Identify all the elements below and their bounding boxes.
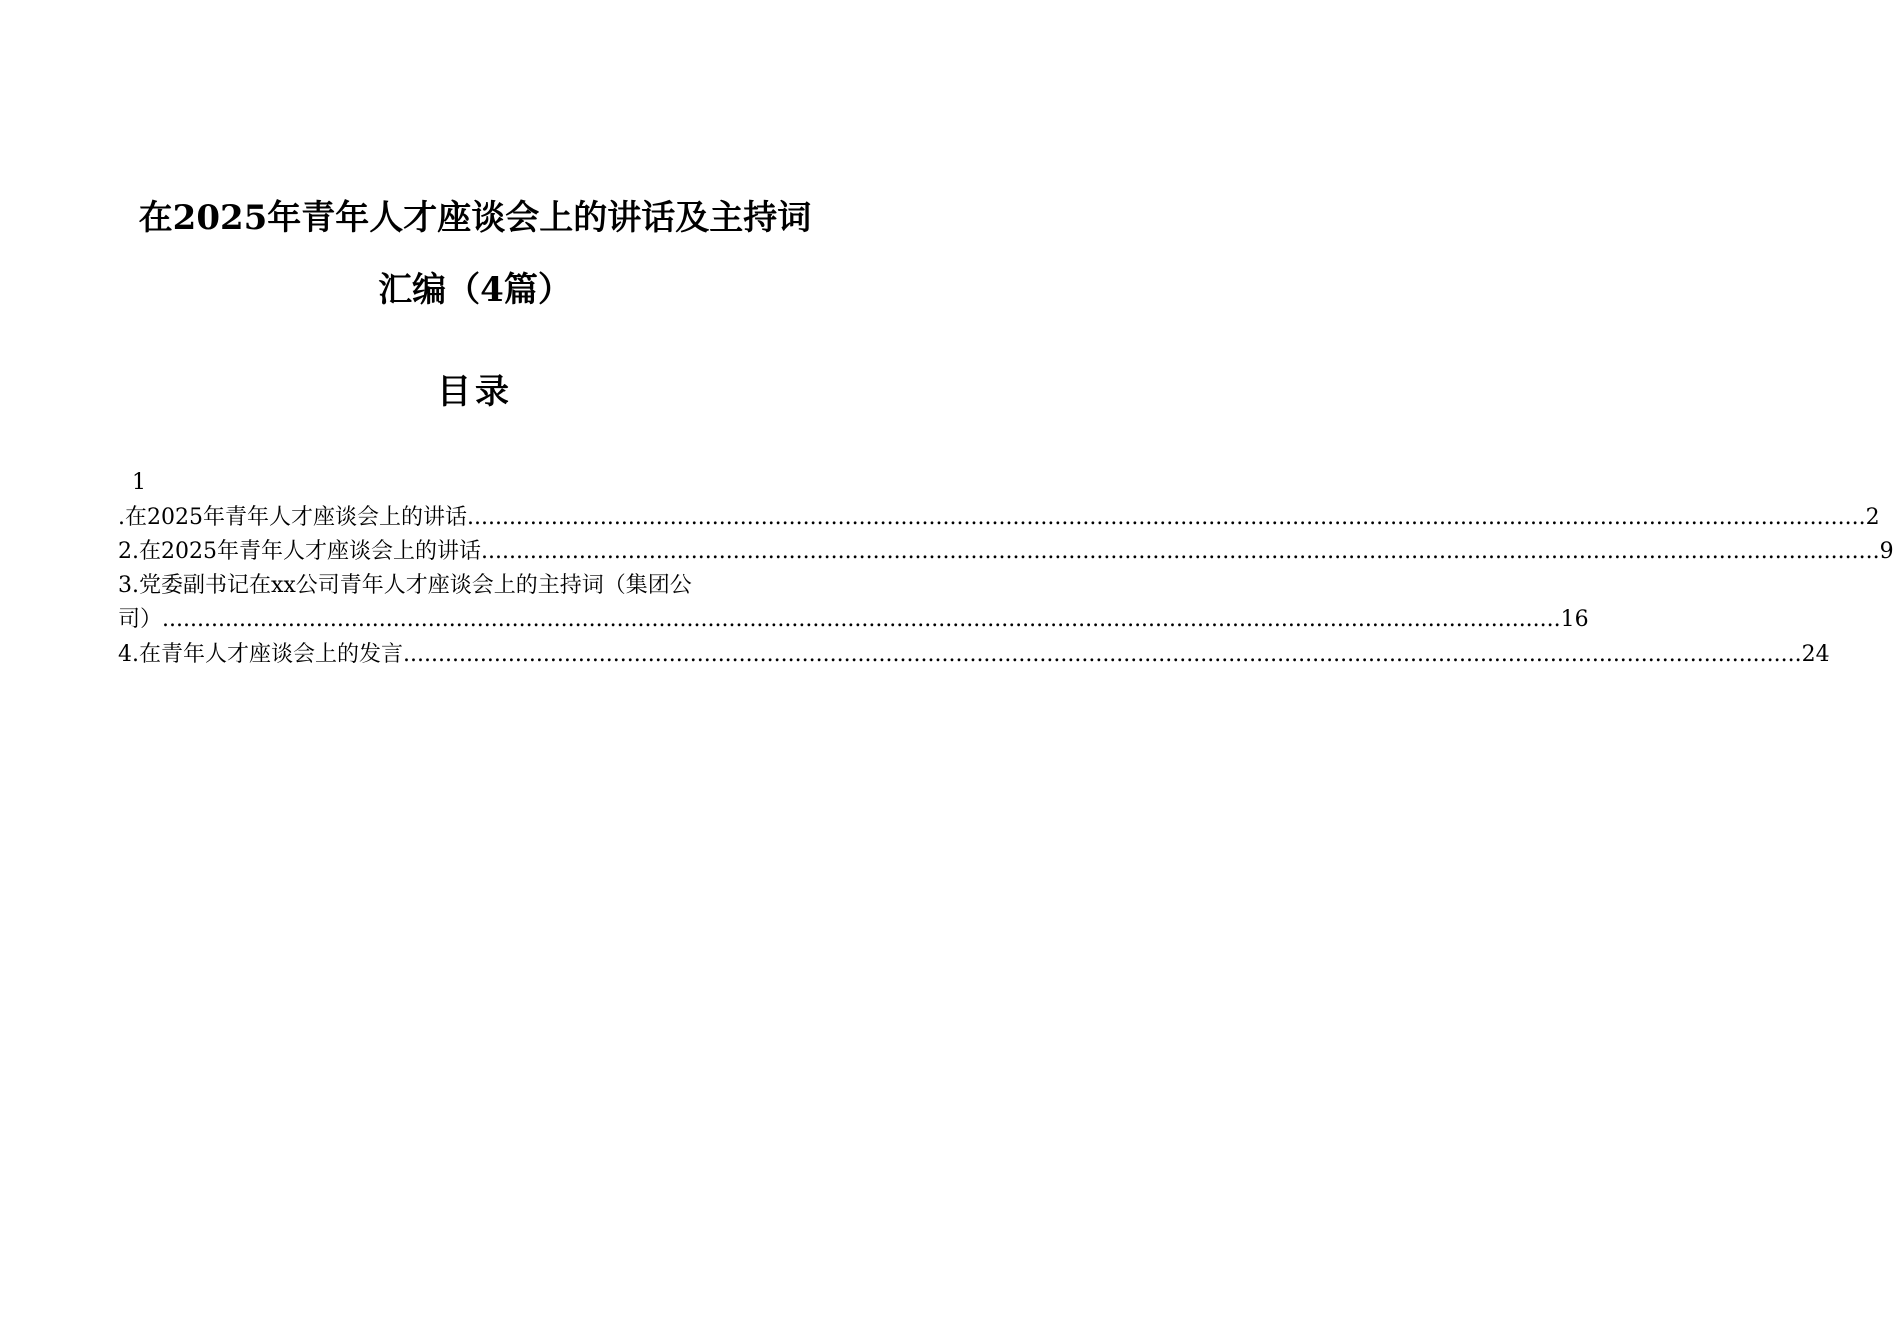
toc-entry-3-line-2[interactable] [118, 603, 1589, 637]
toc-page-number: 2 [1865, 505, 1880, 530]
toc-entry-1-number-line [132, 466, 146, 500]
toc-entry-1[interactable] [118, 501, 1880, 535]
document-title-line-2: 汇编（4篇） [378, 270, 572, 310]
toc-entry-number: 1 [132, 470, 146, 495]
toc-entry-3-line-1[interactable] [118, 569, 830, 603]
document-title-line-1: 在2025年青年人才座谈会上的讲话及主持词 [138, 198, 812, 238]
toc-entry-title: .在2025年青年人才座谈会上的讲话 [118, 505, 467, 530]
toc-dot-leader: ........................................................................................................................................................................................................ [162, 607, 1561, 632]
toc-entry-title: 4.在青年人才座谈会上的发言 [118, 642, 403, 667]
toc-entry-4[interactable] [118, 638, 1830, 672]
toc-page-number: 24 [1801, 642, 1830, 667]
toc-dot-leader: ........................................................................................................................................................................................................ [466, 505, 1866, 530]
toc-page-number: 9 [1879, 539, 1894, 564]
toc-dot-leader: ........................................................................................................................................................................................................ [403, 642, 1802, 667]
toc-dot-leader: ........................................................................................................................................................................................................ [480, 539, 1880, 564]
toc-heading: 目录 [437, 372, 513, 412]
toc-page-number: 16 [1560, 607, 1589, 632]
toc-entry-2[interactable] [118, 535, 1894, 569]
toc-entry-title: 2.在2025年青年人才座谈会上的讲话 [118, 539, 481, 564]
toc-entry-title-continuation: 司） [118, 607, 163, 632]
toc-entry-title: 3.党委副书记在xx公司青年人才座谈会上的主持词（集团公 [118, 573, 692, 598]
